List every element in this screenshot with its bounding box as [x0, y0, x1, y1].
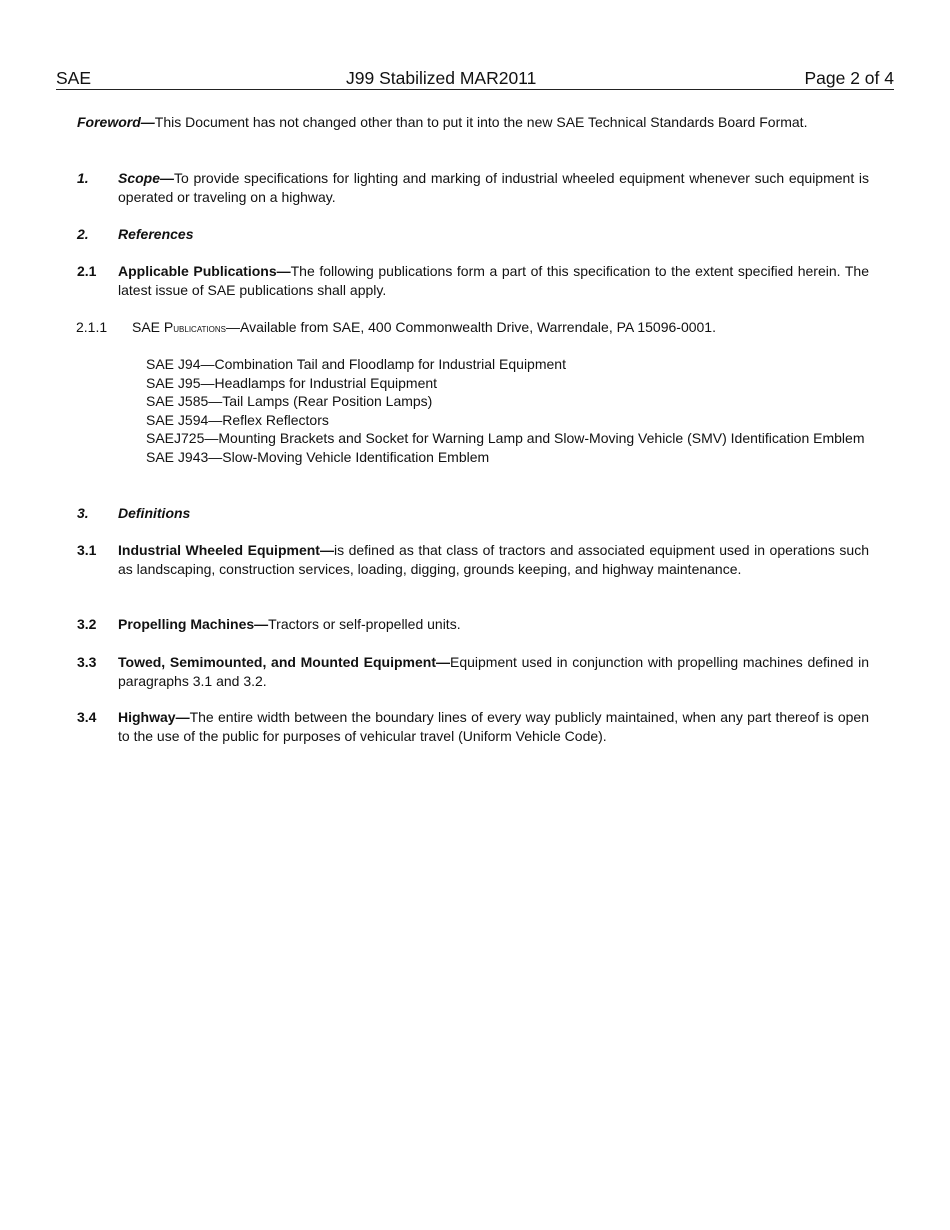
section-number: 2.1	[77, 263, 97, 279]
section-2-1-paragraph	[118, 262, 869, 299]
page-header	[56, 67, 894, 90]
foreword-label: Foreword—	[77, 114, 155, 130]
section-number: 3.4	[77, 709, 97, 725]
section-number: 2.1.1	[76, 319, 108, 335]
references-title: References	[118, 226, 194, 242]
section-number: 3.2	[77, 616, 97, 632]
section-3-1-label: Industrial Wheeled Equipment—	[118, 542, 334, 558]
section-2-1-text: The following publications form a part of this specification to the extent specified herein. The latest issue of SAE publications shall apply.	[118, 263, 869, 298]
section-2-1-label: Applicable Publications—	[118, 263, 291, 279]
list-item: SAE J94—Combination Tail and Floodlamp for Industrial Equipment	[146, 356, 566, 372]
section-2-1-1-label: SAE P	[132, 319, 174, 335]
section-2-1-1-paragraph	[132, 318, 716, 338]
list-item: SAE J943—Slow-Moving Vehicle Identification Emblem	[146, 448, 490, 465]
scope-paragraph	[118, 169, 869, 206]
section-number: 2.	[77, 226, 89, 242]
foreword-paragraph	[77, 113, 869, 132]
section-3-2-text: Tractors or self-propelled units.	[268, 616, 461, 632]
reference-list	[146, 355, 869, 466]
section-3-1-paragraph	[118, 541, 869, 578]
section-3-3-text: Equipment used in conjunction with propelling machines defined in paragraphs 3.1 and 3.2.	[118, 654, 870, 689]
section-3-4-label: Highway—	[118, 709, 190, 725]
section-2-1-1-text: —Available from SAE, 400 Commonwealth Drive, Warrendale, PA 15096-0001.	[226, 319, 716, 335]
list-item: SAEJ725—Mounting Brackets and Socket for Warning Lamp and Slow-Moving Vehicle (SMV) Identification Emblem	[146, 430, 865, 446]
list-item: SAE J594—Reflex Reflectors	[146, 411, 329, 428]
section-3-3-paragraph	[118, 653, 869, 690]
scope-text: To provide specifications for lighting and marking of industrial wheeled equipment whenever such equipment is operated or traveling on a highway.	[118, 170, 869, 205]
section-3-4-paragraph	[118, 708, 869, 745]
list-item: SAE J585—Tail Lamps (Rear Position Lamps)	[146, 393, 433, 409]
header-page-number: Page 2 of 4	[804, 68, 894, 88]
definitions-title: Definitions	[118, 505, 191, 521]
header-left: SAE	[56, 68, 92, 88]
list-item: SAE J95—Headlamps for Industrial Equipment	[146, 374, 438, 391]
section-number: 1.	[77, 170, 89, 186]
section-3-3-label: Towed, Semimounted, and Mounted Equipment—	[118, 654, 450, 670]
header-document-id: J99 Stabilized MAR2011	[346, 68, 537, 88]
section-3-4-text: The entire width between the boundary lines of every way publicly maintained, when any part thereof is open to the use of the public for purposes of vehicular travel (Uniform Vehicle Code).	[118, 709, 869, 744]
section-number: 3.3	[77, 654, 97, 670]
section-3-2-label: Propelling Machines—	[118, 616, 269, 632]
section-3-2-paragraph	[118, 615, 869, 634]
foreword-text: This Document has not changed other than to put it into the new SAE Technical Standards Board Format.	[154, 114, 808, 130]
section-3-1-text: is defined as that class of tractors and associated equipment used in operations such as landscaping, construction services, loading, digging, grounds keeping, and highway maintenance.	[118, 542, 869, 577]
section-2-1-1-label-smallcaps: ublications	[173, 321, 226, 335]
section-number: 3.1	[77, 542, 97, 558]
section-number: 3.	[77, 505, 89, 521]
scope-label: Scope—	[118, 170, 175, 186]
